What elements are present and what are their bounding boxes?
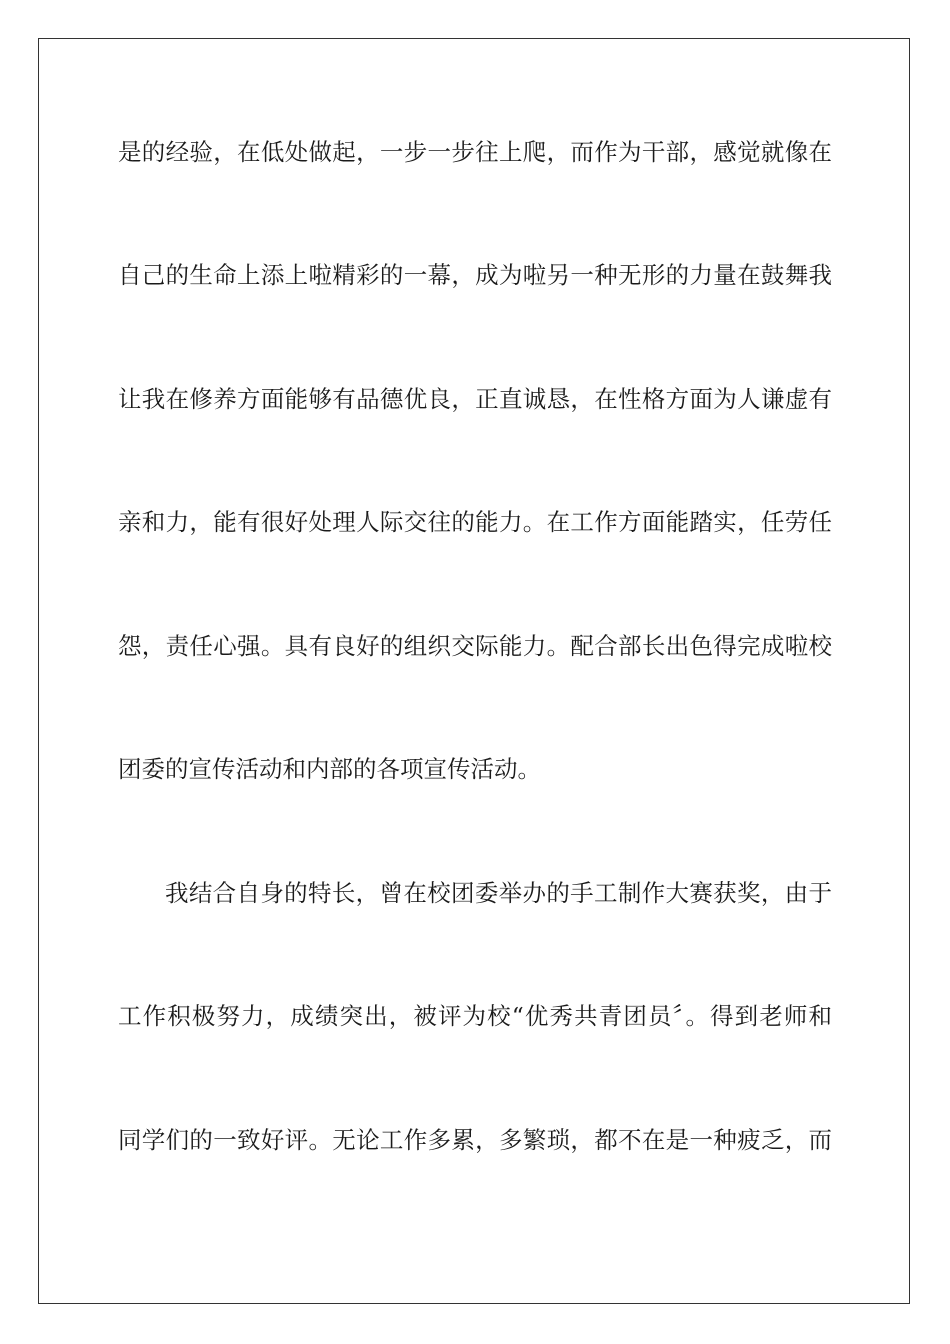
paragraph-first-line: 我结合自身的特长，曾在校团委举办的手工制作大赛获奖，由于 bbox=[165, 879, 832, 907]
text-line: 怨，责任心强。具有良好的组织交际能力。配合部长出色得完成啦校 bbox=[118, 632, 832, 660]
text-line: 自己的生命上添上啦精彩的一幕，成为啦另一种无形的力量在鼓舞我 bbox=[118, 261, 832, 289]
text-line: 团委的宣传活动和内部的各项宣传活动。 bbox=[118, 755, 541, 783]
text-line: 工作积极努力，成绩突出，被评为校“优秀共青团员〞。得到老师和 bbox=[118, 1002, 832, 1030]
text-line: 同学们的一致好评。无论工作多累，多繁琐，都不在是一种疲乏，而 bbox=[118, 1126, 832, 1154]
text-line: 是的经验，在低处做起，一步一步往上爬，而作为干部，感觉就像在 bbox=[118, 138, 832, 166]
text-line: 亲和力，能有很好处理人际交往的能力。在工作方面能踏实，任劳任 bbox=[118, 508, 832, 536]
text-line: 让我在修养方面能够有品德优良，正直诚恳，在性格方面为人谦虚有 bbox=[118, 385, 832, 413]
page-border bbox=[38, 38, 910, 1304]
